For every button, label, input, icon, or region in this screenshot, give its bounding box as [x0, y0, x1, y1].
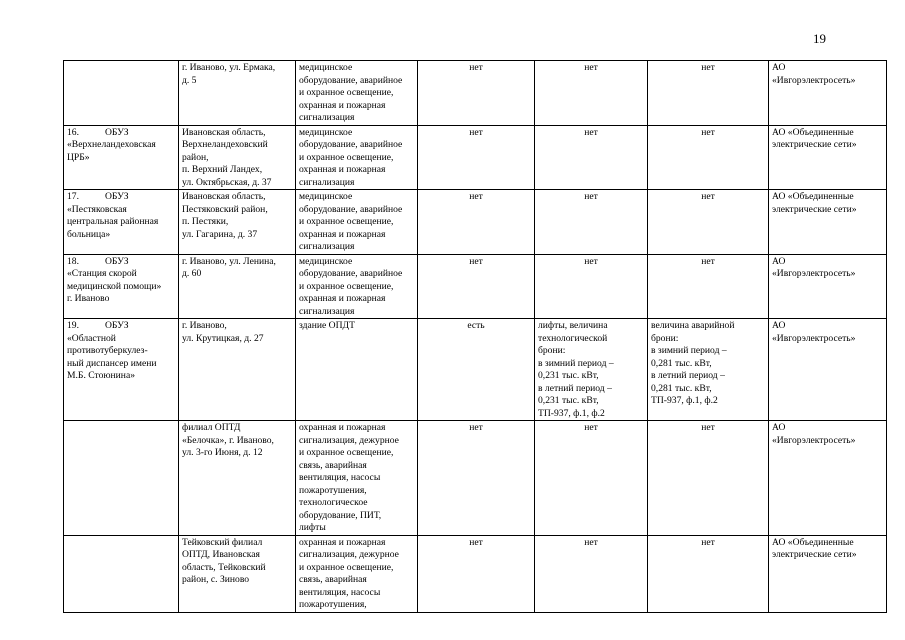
address-cell: Тейковский филиал ОПТД, Ивановская область, Тейковский район, с. Зиново	[179, 535, 296, 612]
equipment-cell: медицинское оборудование, аварийное и охранное освещение, охранная и пожарная сигнализация	[296, 61, 418, 126]
organization-cell	[64, 319, 179, 421]
supplier-cell: АО «Объединенные электрические сети»	[769, 125, 887, 190]
organization-cell	[64, 535, 179, 612]
organization-number: 19.	[67, 320, 79, 331]
organization-name: ОБУЗ «Пестяковская центральная районная больница»	[67, 191, 159, 240]
organization-cell	[64, 254, 179, 319]
autonomous-source-cell: нет	[418, 535, 535, 612]
address-cell: Ивановская область, Верхнеландеховский район, п. Верхний Ландех, ул. Октябрьская, д. 37	[179, 125, 296, 190]
table-row	[64, 125, 887, 190]
technological-reserve-cell: нет	[535, 61, 648, 126]
organization-name: ОБУЗ «Областной противотуберкулез- ный диспансер имени М.Б. Стоюнина»	[67, 320, 157, 381]
autonomous-source-cell: нет	[418, 125, 535, 190]
organization-cell	[64, 421, 179, 536]
emergency-reserve-cell: нет	[648, 190, 769, 255]
page-number: 19	[813, 31, 826, 46]
technological-reserve-cell: нет	[535, 190, 648, 255]
equipment-cell: охранная и пожарная сигнализация, дежурное и охранное освещение, связь, аварийная вентиляция, насосы пожаротушения, технологическое оборудование, ПИТ, лифты	[296, 421, 418, 536]
equipment-cell: охранная и пожарная сигнализация, дежурное и охранное освещение, связь, аварийная вентиляция, насосы пожаротушения,	[296, 535, 418, 612]
table-row	[64, 319, 887, 421]
table-row	[64, 61, 887, 126]
address-cell: г. Иваново, ул. Ленина, д. 60	[179, 254, 296, 319]
autonomous-source-cell: нет	[418, 421, 535, 536]
organization-cell	[64, 190, 179, 255]
equipment-cell: медицинское оборудование, аварийное и охранное освещение, охранная и пожарная сигнализация	[296, 125, 418, 190]
organization-number: 16.	[67, 126, 79, 138]
autonomous-source-cell: нет	[418, 254, 535, 319]
emergency-reserve-cell: нет	[648, 61, 769, 126]
supplier-cell: АО «Ивгорэлектросеть»	[769, 421, 887, 536]
supplier-cell: АО «Ивгорэлектросеть»	[769, 254, 887, 319]
address-cell: г. Иваново, ул. Крутицкая, д. 27	[179, 319, 296, 421]
autonomous-source-cell: нет	[418, 190, 535, 255]
emergency-reserve-cell: величина аварийной брони: в зимний период – 0,281 тыс. кВт, в летний период – 0,281 тыс. кВт, ТП-937, ф.1, ф.2	[648, 319, 769, 421]
technological-reserve-cell: нет	[535, 421, 648, 536]
address-cell: филиал ОПТД «Белочка», г. Иваново, ул. 3-го Июня, д. 12	[179, 421, 296, 536]
emergency-reserve-cell: нет	[648, 125, 769, 190]
emergency-reserve-cell: нет	[648, 421, 769, 536]
table-row	[64, 535, 887, 612]
supplier-cell: АО «Ивгорэлектросеть»	[769, 319, 887, 421]
table-row	[64, 190, 887, 255]
autonomous-source-cell: есть	[418, 319, 535, 421]
technological-reserve-cell: лифты, величина технологической брони: в зимний период – 0,231 тыс. кВт, в летний период – 0,231 тыс. кВт, ТП-937, ф.1, ф.2	[535, 319, 648, 421]
equipment-cell: здание ОПДТ	[296, 319, 418, 421]
supplier-cell: АО «Объединенные электрические сети»	[769, 190, 887, 255]
autonomous-source-cell: нет	[418, 61, 535, 126]
supplier-cell: АО «Объединенные электрические сети»	[769, 535, 887, 612]
organization-number: 17.	[67, 191, 79, 202]
technological-reserve-cell: нет	[535, 254, 648, 319]
supplier-cell: АО «Ивгорэлектросеть»	[769, 61, 887, 126]
technological-reserve-cell: нет	[535, 125, 648, 190]
table-row	[64, 421, 887, 536]
emergency-reserve-cell: нет	[648, 254, 769, 319]
organization-cell	[64, 125, 179, 190]
organization-cell	[64, 61, 179, 126]
organization-name: ОБУЗ «Станция скорой медицинской помощи» г. Иваново	[67, 255, 162, 304]
address-cell: г. Иваново, ул. Ермака, д. 5	[179, 61, 296, 126]
organization-number: 18.	[67, 255, 79, 267]
facilities-table	[63, 60, 887, 613]
address-cell: Ивановская область, Пестяковский район, п. Пестяки, ул. Гагарина, д. 37	[179, 190, 296, 255]
organization-name: ОБУЗ «Верхнеландеховская ЦРБ»	[67, 126, 156, 163]
equipment-cell: медицинское оборудование, аварийное и охранное освещение, охранная и пожарная сигнализация	[296, 190, 418, 255]
table-row	[64, 254, 887, 319]
technological-reserve-cell: нет	[535, 535, 648, 612]
emergency-reserve-cell: нет	[648, 535, 769, 612]
table-body	[64, 61, 887, 613]
equipment-cell: медицинское оборудование, аварийное и охранное освещение, охранная и пожарная сигнализация	[296, 254, 418, 319]
